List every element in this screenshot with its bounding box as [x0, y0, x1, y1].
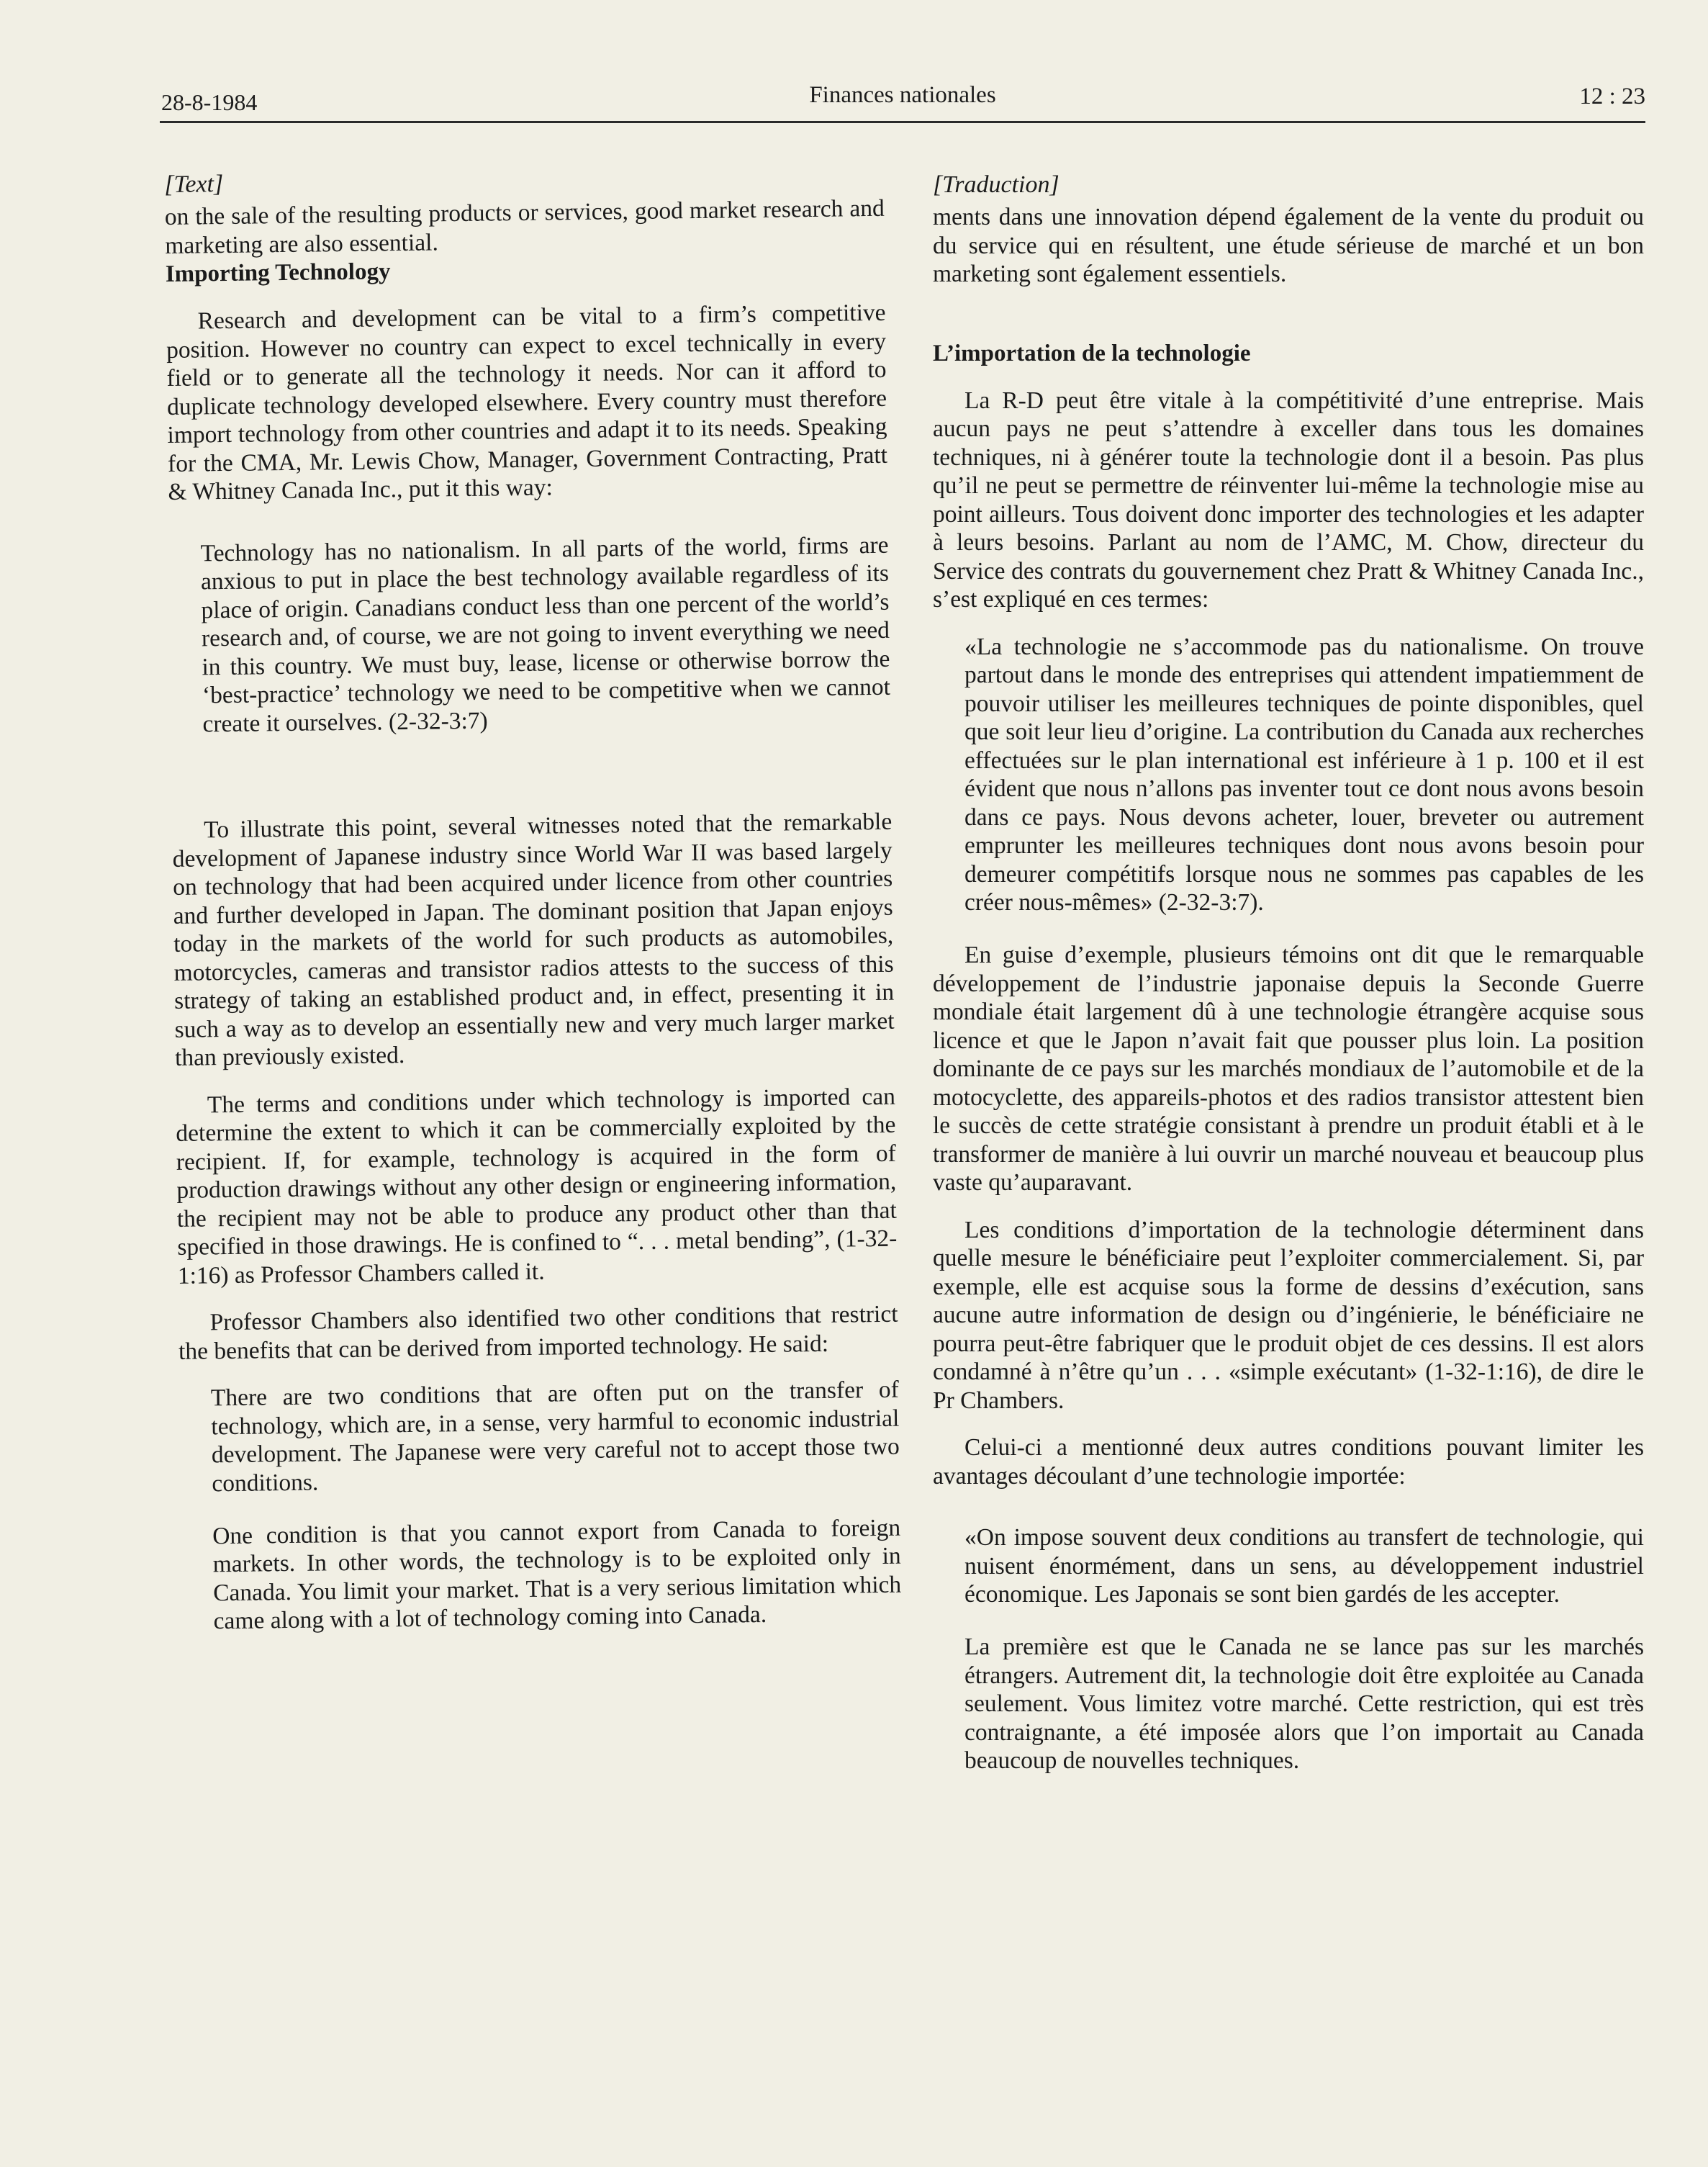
paragraph-4: Professor Chambers also identified two other conditions that restrict the benefits that can be derived from imported technology. He said:: [178, 1300, 898, 1365]
section-heading: Importing Technology: [165, 258, 391, 287]
quote-1-fr: «La technologie ne s’accommode pas du nationalisme. On trouve partout dans le monde des entreprises qui attendent impatiemment de pouvoir utiliser les meilleures techniques de pointe disponibles, quel que soit leur lieu d’origine. La contribution du Canada aux recherches effectuées sur le plan international est inférieure à 1 p. 100 et il est évident que nous n’allons pas inventer tout ce dont nous avons besoin dans ce pays. Nous devons acheter, louer, breveter ou autrement emprunter les meilleures techniques dont nous avons besoin pour demeurer compétitifs lorsque nous ne sommes pas capables de les créer nous-mêmes» (2-32-3:7).: [964, 633, 1644, 916]
paragraph-2-fr: En guise d’exemple, plusieurs témoins ont dit que le remarquable développement de l’industrie japonaise depuis la Seconde Guerre mondiale était largement dû à une technologie étrangère acquise sous licence et que le Japon n’avait fait que pousser plus loin. La position dominante de ce pays sur les marchés mondiaux de l’automobile et de la motocyclette, des appareils-photos et des radios transistor attestent bien le succès de cette stratégie consistant à prendre un produit établi et à le transformer de manière à lui ouvrir un marché nouveau et beaucoup plus vaste qu’auparavant.: [933, 942, 1644, 1196]
intro-paragraph-fr: ments dans une innovation dépend également de la vente du produit ou du service qui en résultent, une étude sérieuse de marché et un bon marketing sont également essentiels.: [933, 204, 1644, 287]
page-header: [160, 78, 1645, 123]
traduction-tag: [Traduction]: [933, 171, 1059, 198]
paragraph-3: The terms and conditions under which technology is imported can determine the extent to which it can be commercially exploited by the recipient. If, for example, technology is acquired in the form of production drawings without any other design or engineering information, the recipient may not be able to produce any product other than that specified in those drawings. He is confined to “. . . metal bending”, (1-32-1:16) as Professor Chambers called it.: [176, 1083, 898, 1289]
english-column: [164, 158, 902, 1660]
header-date: 28-8-1984: [161, 89, 258, 115]
paragraph-1: Research and development can be vital to a firm’s competitive position. However no country can expect to excel technically in every field or to generate all the technology it needs. Nor can it afford to duplicate technology developed elsewhere. Every country must therefore import technology from other countries and adapt it to its needs. Speaking for the CMA, Mr. Lewis Chow, Manager, Government Contracting, Pratt & Whitney Canada Inc., put it this way:: [166, 299, 888, 505]
quote-3: One condition is that you cannot export from Canada to foreign markets. In other words, the technology is to be exploited only in Canada. You limit your market. That is a very serious limitation which came along with a lot of technology coming into Canada.: [212, 1514, 902, 1635]
quote-3-fr: La première est que le Canada ne se lance pas sur les marchés étrangers. Autrement dit, la technologie doit être exploitée au Canada seulement. Vous limitez votre marché. Cette restriction, qui est très contraignante, a été imposée alors que l’on importait au Canada beaucoup de nouvelles techniques.: [964, 1634, 1644, 1774]
french-column: [933, 167, 1644, 1799]
paragraph-3-fr: Les conditions d’importation de la technologie déterminent dans quelle mesure le bénéficiaire peut l’exploiter commercialement. Si, par exemple, elle est acquise sous la forme de dessins d’exécution, sans aucune autre information de design ou d’ingénierie, le bénéficiaire ne pourra peut-être fabriquer que le produit objet de ces dessins. Il est alors condamné à n’être qu’un . . . «simple exécutant» (1-32-1:16), de dire le Pr Chambers.: [933, 1216, 1644, 1414]
paragraph-1-fr: La R-D peut être vitale à la compétitivité d’une entreprise. Mais aucun pays ne peut s’attendre à exceller dans tous les domaines techniques, ni à générer toute la technologie dont il a besoin. Pas plus qu’il ne peut se permettre de réinventer lui-même la technologie mise au point ailleurs. Tous doivent donc importer des technologies et les adapter à leurs besoins. Parlant au nom de l’AMC, M. Chow, directeur du Service des contrats du gouvernement chez Pratt & Whitney Canada Inc., s’est expliqué en ces termes:: [933, 387, 1644, 613]
header-title: Finances nationales: [809, 82, 996, 108]
text-tag: [Text]: [164, 170, 224, 198]
quote-2: There are two conditions that are often put on the transfer of technology, which are, in a sense, very harmful to economic industrial development. The Japanese were very careful not to accept those two conditions.: [210, 1376, 900, 1497]
paragraph-4-fr: Celui-ci a mentionné deux autres conditions pouvant limiter les avantages découlant d’une technologie importée:: [933, 1434, 1644, 1490]
intro-paragraph: on the sale of the resulting products or services, good market research and marketing are also essential.: [164, 194, 885, 259]
header-page-number: 12 : 23: [1579, 84, 1645, 109]
section-heading-fr: L’importation de la technologie: [933, 340, 1251, 366]
quote-1: Technology has no nationalism. In all parts of the world, firms are anxious to put in place the best technology available regardless of its place of origin. Canadians conduct less than one percent of the world’s research and, of course, we are not going to invent everything we need in this country. We must buy, lease, license or otherwise borrow the ‘best-practice’ technology we need to be competitive when we cannot create it ourselves. (2-32-3:7): [200, 531, 891, 737]
paragraph-2: To illustrate this point, several witnesses noted that the remarkable development of Japanese industry since World War II was based largely on technology that had been acquired under licence from other countries and further developed in Japan. The dominant position that Japan enjoys today in the markets of the world for such products as automobiles, motorcycles, cameras and transistor radios attests to the success of this strategy of taking an established product and, in effect, presenting it in such a way as to develop an essentially new and very much larger market than previously existed.: [172, 808, 895, 1071]
quote-2-fr: «On impose souvent deux conditions au transfert de technologie, qui nuisent énormément, dans un sens, au développement industriel économique. Les Japonais se sont bien gardés de les accepter.: [964, 1524, 1644, 1608]
